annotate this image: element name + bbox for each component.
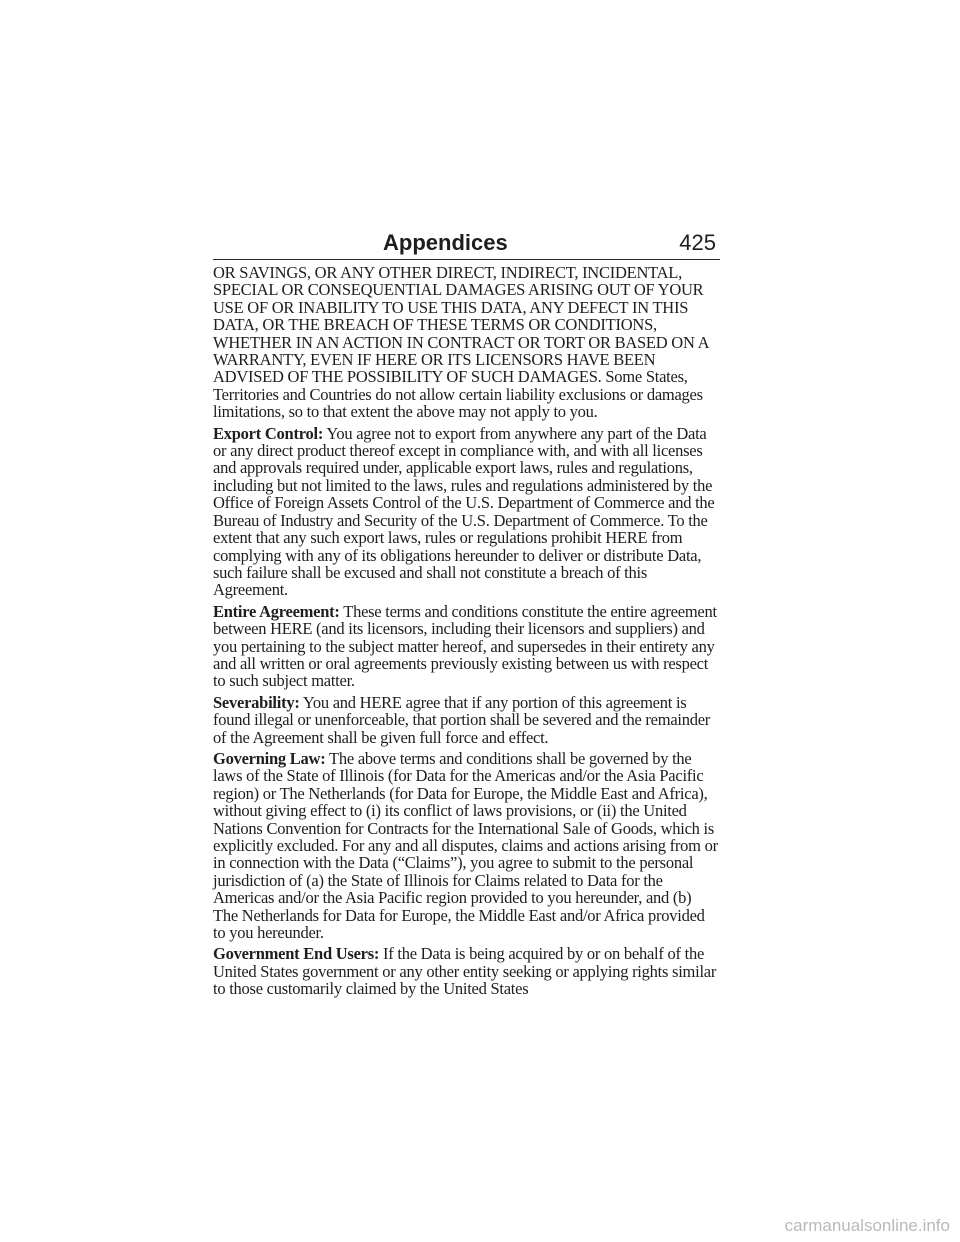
paragraph-text: OR SAVINGS, OR ANY OTHER DIRECT, INDIRECT, INCIDENTAL, SPECIAL OR CONSEQUENTIAL DAMAGES ARISING OUT OF YOUR USE OF OR INABILITY TO USE THIS DATA, ANY DEFECT IN THIS DATA, OR THE BREACH OF THESE TERMS OR CONDITIONS, WHETHER IN AN ACTION IN CONTRACT OR TORT OR BASED ON A WARRANTY, EVEN IF HERE OR ITS LICENSORS HAVE BEEN ADVISED OF THE POSSIBILITY OF SUCH DAMAGES. Some States, Territories and Countries do not allow certain liability exclusions or damages limitations, so to that extent the above may not apply to you. <box>213 263 709 422</box>
page-header <box>213 228 720 258</box>
paragraph-entire-agreement <box>213 603 719 690</box>
page-number: 425 <box>679 230 716 255</box>
paragraph-text: These terms and conditions constitute the entire agreement between HERE (and its licensors, including their licensors and suppliers) and you pertaining to the subject matter hereof, and supersedes in their entirety any and all written or oral agreements previously existing between us with respect to such subject matter. <box>213 601 717 691</box>
header-divider <box>213 259 720 260</box>
paragraph-text: You agree not to export from anywhere any part of the Data or any direct product thereof except in compliance with, and with all licenses and approvals required under, applicable export laws, rules and regulations, including but not limited to the laws, rules and regulations administered by the Office of Foreign Assets Control of the U.S. Department of Commerce and the Bureau of Industry and Security of the U.S. Department of Commerce. To the extent that any such export laws, rules or regulations prohibit HERE from complying with any of its obligations hereunder to deliver or distribute Data, such failure shall be excused and shall not constitute a breach of this Agreement. <box>213 423 715 600</box>
paragraph-text: The above terms and conditions shall be governed by the laws of the State of Illinois (for Data for the Americas and/or the Asia Pacific region) or The Netherlands (for Data for Europe, the Middle East and Africa), without giving effect to (i) its conflict of laws provisions, or (ii) the United Nations Convention for Contracts for the International Sale of Goods, which is explicitly excluded. For any and all disputes, claims and actions arising from or in connection with the Data (“Claims”), you agree to submit to the personal jurisdiction of (a) the State of Illinois for Claims related to Data for the Americas and/or the Asia Pacific region provided to you hereunder, and (b) The Netherlands for Data for Europe, the Middle East and/or Africa provided to you hereunder. <box>213 748 718 943</box>
paragraph-term: Severability: <box>213 692 300 712</box>
paragraph-governing-law <box>213 750 719 941</box>
paragraph-text: If the Data is being acquired by or on behalf of the United States government or any other entity seeking or applying rights similar to those customarily claimed by the United States <box>213 944 717 999</box>
paragraph-liability <box>213 264 719 421</box>
paragraph-term: Export Control: <box>213 423 324 443</box>
watermark: carmanualsonline.info <box>784 1216 950 1235</box>
paragraph-term: Entire Agreement: <box>213 601 340 621</box>
body-text <box>213 264 719 1002</box>
paragraph-government-end-users <box>213 945 719 997</box>
paragraph-term: Government End Users: <box>213 944 380 964</box>
paragraph-text: You and HERE agree that if any portion of this agreement is found illegal or unenforceable, that portion shall be severed and the remainder of the Agreement shall be given full force and effect. <box>213 692 711 747</box>
paragraph-export-control <box>213 425 719 599</box>
section-title: Appendices <box>383 230 508 255</box>
paragraph-severability <box>213 694 719 746</box>
paragraph-term: Governing Law: <box>213 748 326 768</box>
